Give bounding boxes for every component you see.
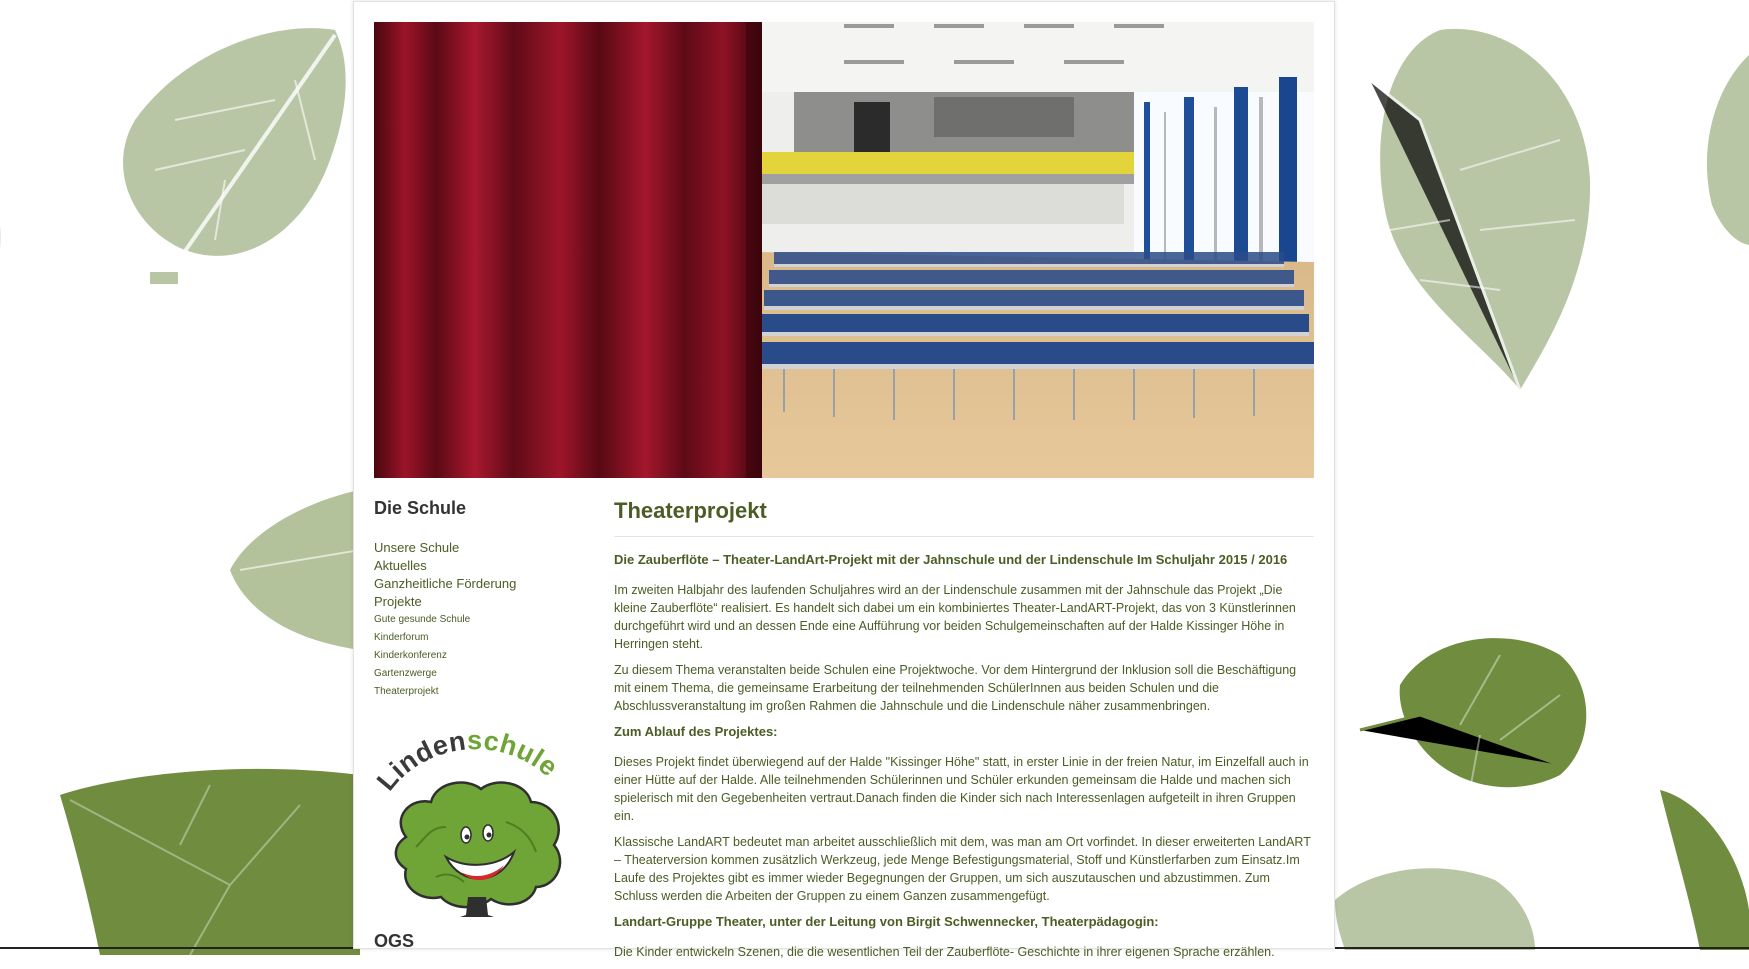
nav-link-unsere-schule[interactable]: Unsere Schule <box>374 540 460 555</box>
leaf-decoration-mid-left <box>220 490 360 650</box>
svg-text:Lindenschule: indenschule <box>384 727 564 784</box>
hero-image-auditorium <box>374 22 1314 478</box>
sidebar-subnav <box>374 611 584 701</box>
leaf-decoration-bottom-left <box>60 765 360 955</box>
leaf-decoration-left-edge <box>0 140 15 300</box>
leaf-decoration-mid-right <box>1360 625 1600 795</box>
subnav-link-kinderkonferenz[interactable]: Kinderkonferenz <box>374 650 447 661</box>
leaf-decoration-bottom-right-edge <box>1660 790 1749 950</box>
subnav-link-gute-gesunde-schule[interactable]: Gute gesunde Schule <box>374 614 471 625</box>
paragraph-landart: Klassische LandART bedeutet man arbeitet ausschließlich mit dem, was man am Ort vorfindet. In dieser erweiterten LandART – Theaterversion kommen zusätzlich Werkzeug, jede Menge Befestigungsmaterial, Stoff und Künstlerfarben zum Einsatz.Im Laufe des Projektes gibt es immer wieder Begegnungen der Gruppen, um sich auszutauschen und abzustimmen. Zum Schluss werden die Arbeiten der Gruppen zu einem Ganzen zusammengefügt. <box>614 835 1311 903</box>
lindenschule-logo[interactable] <box>376 727 572 917</box>
ogs-heading: OGS <box>374 931 415 951</box>
article-subtitle: Die Zauberflöte – Theater-LandArt-Projekt mit der Jahnschule und der Lindenschule Im Schuljahr 2015 / 2016 <box>614 552 1288 567</box>
paragraph-gruppe-theater: Die Kinder entwickeln Szenen, die die wesentlichen Teil der Zauberflöte- Geschichte in ihrer eigenen Sprache erzählen. <box>614 945 1275 959</box>
subnav-link-gartenzwerge[interactable]: Gartenzwerge <box>374 668 437 679</box>
page-title: Theaterprojekt <box>614 498 1314 537</box>
leaf-decoration-right-edge <box>1697 55 1749 245</box>
nav-link-aktuelles[interactable]: Aktuelles <box>374 558 427 573</box>
page-container <box>353 1 1335 959</box>
leaf-decoration-top-right <box>1360 20 1600 400</box>
subnav-link-theaterprojekt[interactable]: Theaterprojekt <box>374 686 439 697</box>
sidebar <box>374 498 584 952</box>
main-content <box>614 498 1314 969</box>
subnav-link-kinderforum[interactable]: Kinderforum <box>374 632 429 643</box>
section-heading-gruppe-theater: Landart-Gruppe Theater, unter der Leitung von Birgit Schwennecker, Theaterpädagogin: <box>614 914 1159 929</box>
paragraph-projektwoche: Zu diesem Thema veranstalten beide Schulen eine Projektwoche. Vor dem Hintergrund der Inklusion soll die Beschäftigung mit einem Thema, die gemeinsame Erarbeitung der teilnehmenden SchülerInnen aus beiden Schulen und die Abschlussveranstaltung im großen Rahmen die Jahnschule und die Lindenschule näher zusammenbringen. <box>614 663 1297 713</box>
nav-link-projekte[interactable]: Projekte <box>374 594 422 609</box>
paragraph-intro: Im zweiten Halbjahr des laufenden Schuljahres wird an der Lindenschule zusammen mit der Jahnschule das Projekt „Die kleine Zauberflöte“ realisiert. Es handelt sich dabei um ein kombiniertes Theater-LandART-Projekt, das von 3 Künstlerinnen durchgeführt wird und an dessen Ende eine Aufführung vor beiden Schulgemeinschaften auf der Halde Kissinger Höhe in Herringen steht. <box>614 583 1296 651</box>
paragraph-ablauf: Dieses Projekt findet überwiegend auf der Halde "Kissinger Höhe" statt, in erster Linie in der freien Natur, im Einzelfall auch in einer Hütte auf der Halde. Alle teilnehmenden Schülerinnen und Schüler erkunden gemeinsam die Halde und machen sich spielerisch mit den Gegebenheiten vertraut.Danach finden die Kinder sich nach Interessenlagen aufgeteilt in ihren Gruppen ein. <box>614 755 1309 823</box>
sidebar-heading: Die Schule <box>374 498 467 518</box>
leaf-decoration-bottom-right <box>1335 860 1535 950</box>
sidebar-nav <box>374 539 584 611</box>
section-heading-ablauf: Zum Ablauf des Projektes: <box>614 724 778 739</box>
nav-link-ganzheitliche-foerderung[interactable]: Ganzheitliche Förderung <box>374 576 517 591</box>
leaf-decoration-top-left <box>95 10 355 310</box>
